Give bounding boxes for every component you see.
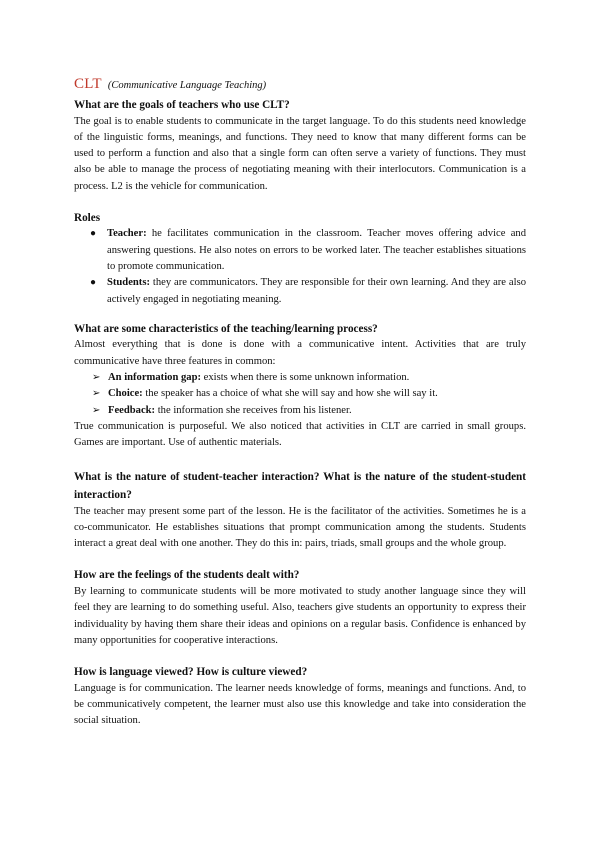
- heading-interaction: What is the nature of student-teacher interaction? What is the nature of the student-student interaction?: [74, 470, 526, 501]
- feature-term-information-gap: An information gap:: [108, 372, 201, 384]
- roles-list: [74, 226, 526, 307]
- feature-text-choice: the speaker has a choice of what she will say and how she will say it.: [142, 388, 438, 400]
- list-item: [74, 386, 526, 402]
- features-list: [74, 370, 526, 419]
- feature-text-information-gap: exists when there is some unknown information.: [201, 372, 410, 384]
- heading-characteristics: What are some characteristics of the teaching/learning process?: [74, 322, 378, 335]
- list-item: [74, 226, 526, 275]
- title-abbreviation: CLT: [74, 76, 102, 92]
- paragraph-characteristics-outro: True communication is purposeful. We also noticed that activities in CLT are carried in small groups. Games are important. Use of authentic materials.: [74, 420, 526, 449]
- role-term-students: Students:: [107, 277, 150, 289]
- heading-feelings: How are the feelings of the students dealt with?: [74, 569, 300, 582]
- bullet-icon: ●: [90, 228, 97, 240]
- arrow-bullet-icon: ➢: [92, 404, 101, 416]
- list-item: [74, 275, 526, 308]
- heading-goals: What are the goals of teachers who use CLT?: [74, 99, 290, 111]
- feature-term-feedback: Feedback:: [108, 404, 156, 416]
- paragraph-interaction: The teacher may present some part of the lesson. He is the facilitator of the activities. Sometimes he is a co-communicator. He establishes situations that prompt communication among the students. Students interact a great deal with one another. They do this in: pairs, triads, small groups and the whole group.: [74, 505, 526, 550]
- list-item: [74, 403, 526, 419]
- role-text-students: they are communicators. They are responsible for their own learning. And they are also actively engaged in negotiating meaning.: [107, 277, 526, 305]
- document-title: [74, 76, 526, 93]
- role-text-teacher: he facilitates communication in the classroom. Teacher moves offering advice and answering questions. He also notes on errors to be worked later. The teacher establishes situations to promote communication.: [107, 228, 526, 273]
- paragraph-language-culture: Language is for communication. The learner needs knowledge of forms, meanings and functions. And, to be communicatively competent, the learner must also use this knowledge and take into consideration the social situation.: [74, 682, 526, 727]
- heading-roles: Roles: [74, 211, 101, 224]
- title-full-name: (Communicative Language Teaching): [107, 80, 267, 91]
- feature-text-feedback: the information she receives from his listener.: [155, 404, 352, 416]
- bullet-icon: ●: [90, 277, 97, 289]
- list-item: [74, 370, 526, 386]
- arrow-bullet-icon: ➢: [92, 372, 101, 384]
- paragraph-feelings: By learning to communicate students will be more motivated to study another language since they will feel they are learning to do something useful. Also, teachers give students an opportunity to express their individuality by having them share their ideas and opinions on a regular basis. Confidence is enhanced by many opportunities for cooperative interactions.: [74, 585, 526, 646]
- paragraph-goals: The goal is to enable students to communicate in the target language. To do this students need knowledge of the linguistic forms, meanings, and functions. They need to know that many different forms can be used to perform a function and also that a single form can often serve a variety of functions. They must also be able to manage the process of negotiating meaning with their interlocutors. Communication is a process. L2 is the vehicle for communication.: [74, 115, 526, 192]
- arrow-bullet-icon: ➢: [92, 388, 101, 400]
- paragraph-characteristics-intro: Almost everything that is done is done with a communicative intent. Activities that are truly communicative have three features in common:: [74, 339, 526, 367]
- feature-term-choice: Choice:: [108, 388, 143, 400]
- heading-language-culture: How is language viewed? How is culture viewed?: [74, 666, 308, 679]
- role-term-teacher: Teacher:: [107, 228, 147, 240]
